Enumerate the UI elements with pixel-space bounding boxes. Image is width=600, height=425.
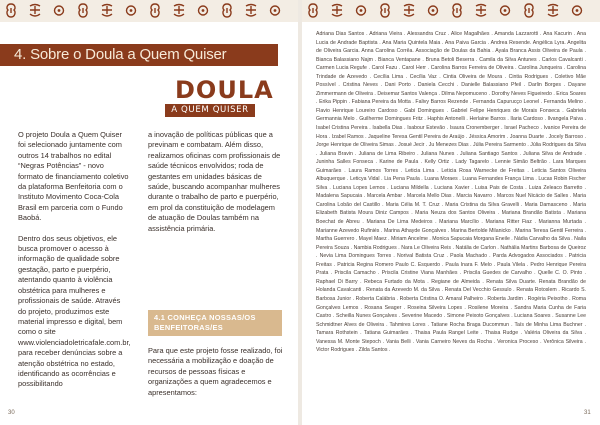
top-border-left (0, 0, 298, 22)
page-number-left: 30 (8, 410, 15, 416)
adinkra-symbol-icon (354, 3, 368, 18)
adinkra-symbol-icon (196, 3, 210, 18)
body-column-2 (148, 130, 284, 244)
paragraph: O projeto Doula a Quem Quiser foi selecionado juntamente com outros 14 trabalhos no edital “Negras Potências” - novo formato de financiamento coletivo da plataforma Benfeitoria com o Instituto Movimento Coca-Cola Brasil em parceria com o Fundo Baobá. (18, 130, 129, 223)
adinkra-symbol-icon (522, 3, 536, 18)
adinkra-symbol-icon (172, 3, 186, 18)
section-heading: 4.1 CONHEÇA NOSSAS/OS BENFEITORAS/ES (148, 310, 282, 336)
doula-logo (155, 70, 274, 118)
body-column-1 (18, 130, 130, 400)
adinkra-symbol-icon (76, 3, 90, 18)
adinkra-symbol-icon (426, 3, 440, 18)
adinkra-symbol-icon (148, 3, 162, 18)
logo-wordmark: DOULA (175, 76, 274, 104)
adinkra-symbol-icon (570, 3, 584, 18)
adinkra-symbol-icon (330, 3, 344, 18)
page-number-right: 31 (584, 410, 591, 416)
page-gutter (298, 0, 302, 425)
body-column-2-continued (148, 346, 284, 408)
adinkra-symbol-icon (378, 3, 392, 18)
adinkra-symbol-icon (244, 3, 258, 18)
donor-names-list: Adriana Dias Santos . Adriana Vieira . Alessandra Cruz . Alice Magalhães . Amanda Lazzarotti . Ana Kacurin . Ana Lucia de Andrade Baptista . Ana Maria Quintela Maia . Ana Paiva Garcia . Andrea Resende. Angélica Lyra. Angelita de Oliveira Garcia. Anna Carolina Corrêa. Associação de Doulas da Bahia . Ayala Branca Assis Oliveira de Paula . Bianca Balassiano Najm . Bianca Ventapane . Bruna Betoli Beserra . Camila da Silva Antunes . Carlos Cavalcanti . Carmen Lucia Regufe . Carol Fazu . Carol Herr . Carolina Barros Ferreira de Oliveira . Carolina Junqueira . Carolina Trindade de Azevedo . Cecília Lima . Cecília Vaz . Cintia Oliveira de Moura . Cintia Rodrigues . Coletivo Mãe Possível . Cristina Neves . Dani Porto . Daniela Cecchi . Danielle Balassiano Pfeil . Darlin Borges . Dayane Zimmermann de Oliveira . Deisemar Santos Valença . Dilma Nepomuceno . Dorothy Neves Figueiredo . Erica Soares . Erika Pippin . Fabiana Pereira da Motta . Falivy Barros Rezende . Fernanda Capurucço Leonel . Fernanda Melino . Flavio Henrique Loureiro Cardoso . Gabi Domingues . Gabriel Felipe Henriques de Morais Fonseca . Gabriela Germannia Melo . Guilherme Domingues Fritz . Haphis Antonelli . Herlaine Barros . Ilaria Cardoso . Ilvangela Paiva . Isabel Cristina Pereira . Isabella Dias . Isabour Estevão . Isaura Cronemberger . Israel Pacheco . Ivanice Pereira de Hora . Izabel Ramos . Jaqueline Teresa Gentil Pereira de Araújo . Jéssica Amorim . Joanna Duarte . Jocely Barroso . Jorge Henrique de Oliveira Simas . Josué Jecir . Ju Menezes Dias . Júlia Pereira Sarmento . Júlia Rodrigues da Silva . Juliana Bravin . Juliana de Lima Ribeiro . Juliana Nunes . Juliana Santiago Santos . Juliana Silva de Andrade . Juninha Salles Fonseca . Karine de Paula . Kelly Ortiz . Lady Tagarelo . Lennie Simão Beltrão . Lara Marques Guimarães . Laura Ramos Torres . Leticia Lima . Leticia Rosa Warnecke de Freitas . Leticia Santos Oliveira Albuquerque . Leticya Vidal . Lia Pena Paula . Luana Moraes . Luana Fernandes França Lima . Lucas Robin Fischer Silva . Luciana Lopes Lemos . Luciana Mildella . Luciana Xavier . Luisa Pais de Costa . Luiza Zeleaco Barretto . Madalena Sapucaia . Marcela Ambar . Marcela Mello Dias . Marcia Navarro . Marcos Nuel Nicácio de Salles . Maria Carolina Lobão del Castillo . Maria Célia M. T. Cruz . Maria Cristina da Silva Gravelli . Maria Damasceno . Maria Elizabeth Batista Moura Diniz Campos . Maria Neuza dos Santos Oliveira . Mariana Brandão Batista . Mariana Boechat de Abreu . Mariana De Lima Medeiros . Mariana Marcílio . Mariana Ritter Fiaz . Marianna Murtada . Marianne Azevedo Rufiniés . Marina Athayde Gonçalves . Marina Bertolde Milanicko . Marina Teresa Gentil Ferreira . Martha Guerrero . Mayel Maez . Miriam Ancelme . Monica Sapucaia Morgana Eneile . Nádia Carvalho da Silva . Naila Pereira Souza . Nambia Rodrigues . Nara Le Oliveira Reis . Natália de Carlon . Nathália Martins Barbosa de Queiroz . Nevia Lima Domingues Torres . Norival Batista Cruz . Paola Machado . Parda Advogados Associados . Patricia Freitas . Patricia Regina Romero Paulo C. Esquerdo . Paula Inara F. Melo . Paula Vilela . Pedro Henrique Pereira Prata . Priscila Camacho . Priscila Cristine Viana Manhães . Priscila Guedes de Carvalho . Quelle C. O. Pinto . Raphael Di Barry . Rebeca Furtado da Mota . Regiane de Almeida . Renata Silva Duarte. Renata Brandão de Holanda Cavalcanti . Renata da Azevedo M. da Silva . Renata Del Vecchio Gessulo . Renata Rotoslem . Ricardo S. Barbosa Junior . Roberta Calábria . Roberta Cristina O. Amaral Palheiro . Roberta Jardim . Rogéria Peixotho . Roma Gonçalves Lemos . Rosana Seager . Roseina Silveira Lopes . Rosilene Moreira . Sandra Maria Cunha de Faria Castro . Scheilla Nunes Gonçalves . Severine Macedo . Simone Peixoto Gonçalves . Luciana Soares . Susanne Lee Schmidtner Alves de Oliveira . Tahmires Lores . Tatiane Rocha Braga Ducommun . Taís de Minha Lima Buchner . Tamara Rothstein . Tatiana Guimarães . Thaisa Paula Rangel Leite . Thaisa Rudge . Valéria Oliveira da Silva . Vanessa M. Monte Stepoch . Vania Belli . Vania Carneiro Neves da Rocha . Veronica Proceso . Verônica Silveira . Victor Rodrigues . Zilda Santos . (316, 31, 586, 354)
adinkra-symbol-icon (402, 3, 416, 18)
adinkra-symbol-icon (220, 3, 234, 18)
top-border-right (302, 0, 600, 22)
adinkra-symbol-icon (546, 3, 560, 18)
adinkra-symbol-icon (124, 3, 138, 18)
adinkra-symbol-icon (268, 3, 282, 18)
page-title: 4. Sobre o Doula a Quem Quiser (14, 46, 227, 63)
adinkra-symbol-icon (474, 3, 488, 18)
adinkra-symbol-icon (28, 3, 42, 18)
adinkra-symbol-icon (4, 3, 18, 18)
adinkra-symbol-icon (100, 3, 114, 18)
paragraph: Para que este projeto fosse realizado, foi necessária a mobilização e doação de recursos de pessoas físicas e organizações a quem agradecemos e apresentamos: (148, 346, 283, 397)
paragraph: a inovação de políticas públicas que a previnam e combatam. Além disso, realizamos oficinas com profissionais de saúde técnicos envolvidos; roda de gestantes em unidades básicas de saúde, buscando acompanhar mulheres durante o trabalho de parto e puerpério, em prol da constituição de modelagem de atuação de Doulas também na assistência primária. (148, 130, 281, 233)
adinkra-symbol-icon (52, 3, 66, 18)
paragraph: Dentro dos seus objetivos, ele busca promover o acesso à informação de qualidade sobre gestação, parto e puerpério, atentando quanto à violência obstétrica para mulheres e profissionais de saúde. Através do projeto, produzimos este material impresso e digital, bem como o site www.violenciadoletricafale.com.br, para receber denúncias sobre a atenção obstétrica no estado, identificando as ocorrências e possibilitando (18, 233, 131, 389)
adinkra-symbol-icon (306, 3, 320, 18)
adinkra-symbol-icon (450, 3, 464, 18)
logo-tagline: A QUEM QUISER (165, 104, 255, 117)
adinkra-symbol-icon (498, 3, 512, 18)
